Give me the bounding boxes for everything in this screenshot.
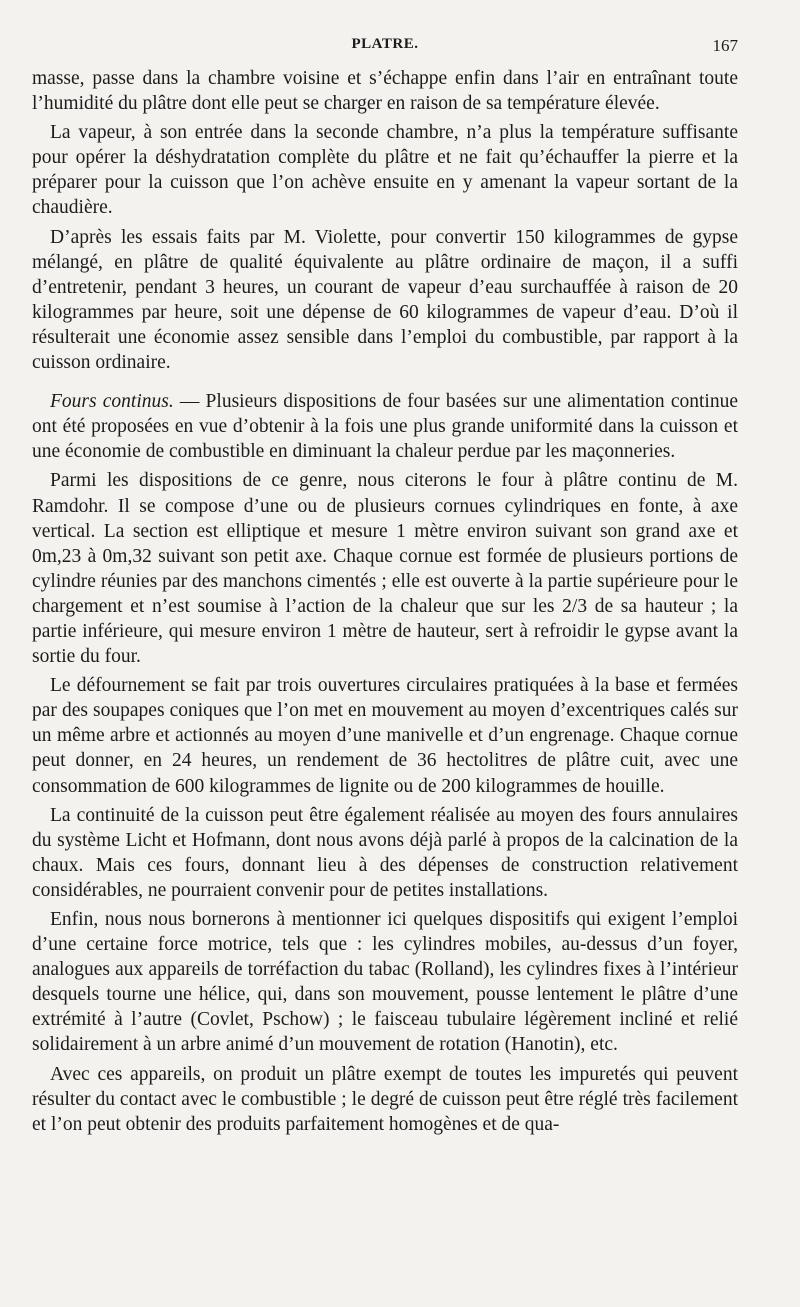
paragraph-9: Avec ces appareils, on produit un plâtre exempt de toutes les impuretés qui peuvent résulter du contact avec le combustible ; le degré de cuisson peut être réglé très facilement et l’on peut obtenir des produits parfaitement homogènes et de qua- <box>32 1063 738 1135</box>
paragraph-1: masse, passe dans la chambre voisine et s’échappe enfin dans l’air en entraînant toute l’humidité du plâtre dont elle peut se charger en raison de sa température élevée. <box>32 68 738 115</box>
paragraph-6: Le défournement se fait par trois ouvertures circulaires pratiquées à la base et fermées par des soupapes coniques que l’on met en mouvement au moyen d’excentriques calés sur un même arbre et actionnés au moyen d’une manivelle et d’un engrenage. Chaque cornue peut donner, en 24 heures, un rendement de 36 hectolitres de plâtre cuit, avec une consommation de 600 kilogrammes de lignite ou de 200 kilogrammes de houille. <box>32 675 738 797</box>
paragraph-4 <box>32 389 738 464</box>
paragraph-3: D’après les essais faits par M. Violette, pour convertir 150 kilogrammes de gypse mélangé, en plâtre de qualité équivalente au plâtre ordinaire de maçon, il a suffi d’entretenir, pendant 3 heures, un courant de vapeur d’eau surchauffée à raison de 20 kilogrammes par heure, soit une dépense de 60 kilogrammes de vapeur d’eau. D’où il résulterait une économie assez sensible dans l’emploi du combustible, par rapport à la cuisson ordinaire. <box>32 226 738 374</box>
paragraph-7: La continuité de la cuisson peut être également réalisée au moyen des fours annulaires du système Licht et Hofmann, dont nous avons déjà parlé à propos de la calcination de la chaux. Mais ces fours, donnant lieu à des dépenses de construction relativement considérables, ne pourraient convenir pour de petites installations. <box>32 804 738 901</box>
paragraph-4-text: — Plusieurs dispositions de four basées sur une alimentation continue ont été proposées en vue d’obtenir à la fois une plus grande uniformité dans la cuisson et une économie de combustible en diminuant la chaleur perdue par les maçonneries. <box>32 391 738 463</box>
page-number: 167 <box>712 36 738 55</box>
section-heading-fours-continus: Fours continus. <box>50 391 174 413</box>
running-title: PLATRE. <box>351 36 419 52</box>
paragraph-2: La vapeur, à son entrée dans la seconde chambre, n’a plus la température suffisante pour opérer la déshydratation complète du plâtre et ne fait qu’échauffer la pierre et la préparer pour la cuisson que l’on achève ensuite en y amenant la vapeur sortant de la chaudière. <box>32 122 738 219</box>
paragraph-5: Parmi les dispositions de ce genre, nous citerons le four à plâtre continu de M. Ramdohr. Il se compose d’une ou de plusieurs cornues cylindriques en fonte, à axe vertical. La section est elliptique et mesure 1 mètre environ suivant son grand axe et 0m,23 à 0m,32 suivant son petit axe. Chaque cornue est formée de plusieurs portions de cylindre réunies par des manchons cimentés ; elle est ouverte à la partie supérieure pour le chargement et n’est soumise à l’action de la chaleur que sur les 2/3 de sa hauteur ; la partie inférieure, qui mesure environ 1 mètre de hauteur, sert à refroidir le gypse avant la sortie du four. <box>32 470 738 668</box>
paragraph-8: Enfin, nous nous bornerons à mentionner ici quelques dispositifs qui exigent l’emploi d’une certaine force motrice, tels que : les cylindres mobiles, au-dessus d’un foyer, analogues aux appareils de torréfaction du tabac (Rolland), les cylindres fixes à l’intérieur desquels tourne une hélice, qui, dans son mouvement, pousse lentement le plâtre d’une extrémité à l’autre (Covlet, Pschow) ; le faisceau tubulaire légèrement incliné et relié solidairement à un arbre animé d’un mouvement de rotation (Hanotin), etc. <box>32 909 738 1056</box>
body-text <box>32 66 738 1141</box>
running-header <box>32 36 738 60</box>
